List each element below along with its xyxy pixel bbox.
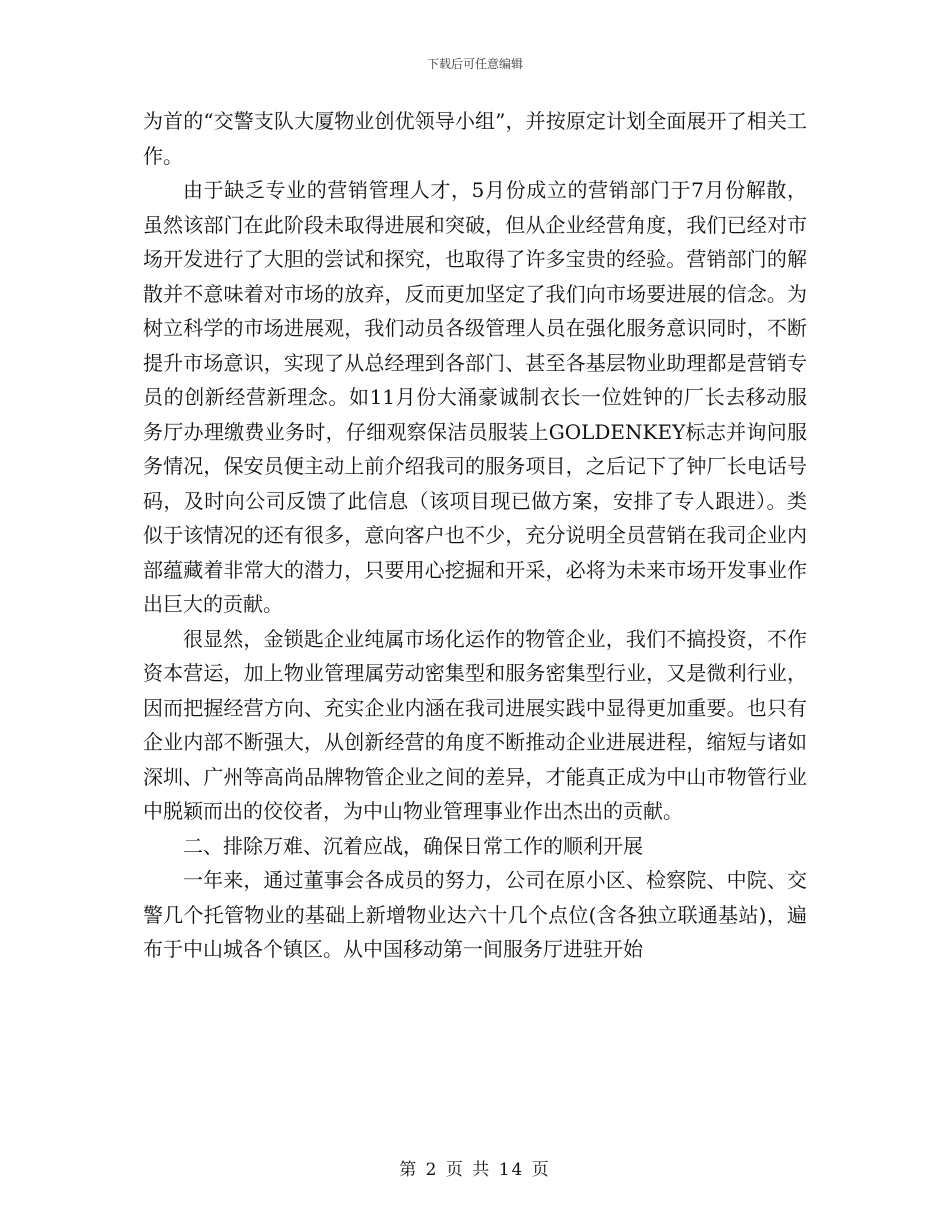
paragraph-marketing: 由于缺乏专业的营销管理人才，5月份成立的营销部门于7月份解散，虽然该部门在此阶段未取得进展和突破，但从企业经营角度，我们已经对市场开发进行了大胆的尝试和探究，也取得了许多宝贵的经验。营销部门的解散并不意味着对市场的放弃，反而更加坚定了我们向市场要进展的信念。为树立科学的市场进展观，我们动员各级管理人员在强化服务意识同时，不断提升市场意识，实现了从总经理到各部门、甚至各基层物业助理都是营销专员的创新经营新理念。如11月份大涌豪诚制衣长一位姓钟的厂长去移动服务厅办理缴费业务时，仔细观察保洁员服装上GOLDENKEY标志并询问服务情况，保安员便主动上前介绍我司的服务项目，之后记下了钟厂长电话号码，及时向公司反馈了此信息（该项目现已做方案，安排了专人跟进）。类似于该情况的还有很多，意向客户也不少，充分说明全员营销在我司企业内部蕴藏着非常大的潜力，只要用心挖掘和开采，必将为未来市场开发事业作出巨大的贡献。	[143, 178, 807, 616]
paragraph-market-operation: 很显然，金锁匙企业纯属市场化运作的物管企业，我们不搞投资，不作资本营运，加上物业管理属劳动密集型和服务密集型行业，又是微利行业，因而把握经营方向、充实企业内涵在我司进展实践中显得更加重要。也只有企业内部不断强大，从创新经营的角度不断推动企业进展进程，缩短与诸如深圳、广州等高尚品牌物管企业之间的差异，才能真正成为中山市物管行业中脱颖而出的佼佼者，为中山物业管理事业作出杰出的贡献。	[143, 626, 807, 823]
document-body	[143, 104, 807, 967]
page-header: 下载后可任意编辑	[426, 57, 523, 71]
page-footer: 第 2 页 共 14 页	[399, 1160, 551, 1180]
paragraph-yearly-review: 一年来，通过董事会各成员的努力，公司在原小区、检察院、中院、交警几个托管物业的基础上新增物业达六十几个点位(含各独立联通基站)，遍布于中山城各个镇区。从中国移动第一间服务厅进驻开始	[143, 868, 807, 961]
section-heading: 二、排除万难、沉着应战，确保日常工作的顺利开展	[183, 833, 643, 858]
paragraph-continuation: 为首的“交警支队大厦物业创优领导小组”，并按原定计划全面展开了相关工作。	[143, 109, 807, 168]
